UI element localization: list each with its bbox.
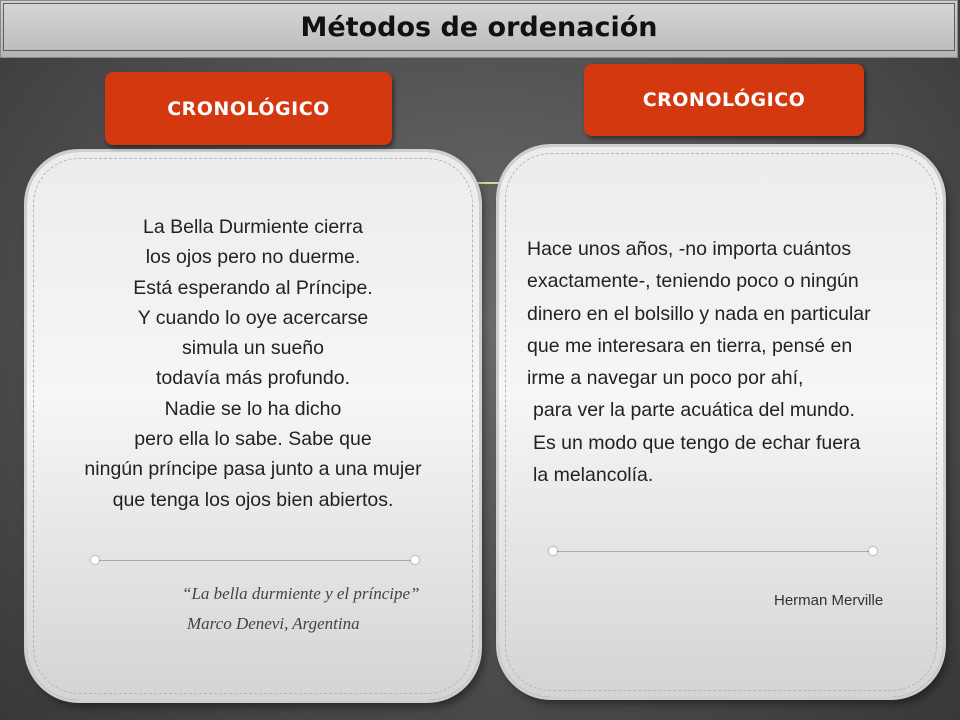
poem-line: que tenga los ojos bien abiertos. [112, 488, 394, 511]
category-badge-left: CRONOLÓGICO [105, 72, 392, 145]
prose-line: irme a navegar un poco por ahí, [527, 367, 804, 390]
category-badge-right: CRONOLÓGICO [584, 64, 864, 136]
poem-line: La Bella Durmiente cierra [142, 216, 363, 238]
poem-line: Está esperando al Príncipe. [133, 276, 373, 299]
title-frame [3, 3, 955, 51]
prose-line: Hace unos años, -no importa cuántos [527, 238, 852, 260]
poem-line: ningún príncipe pasa junto a una mujer [84, 458, 422, 481]
prose-line: dinero en el bolsillo y nada en particular [527, 302, 871, 325]
citation-author: Marco Denevi, Argentina [187, 614, 360, 633]
poem-line: Nadie se lo ha dicho [164, 397, 342, 420]
author-name: Herman Merville [774, 592, 884, 609]
prose-line: exactamente-, teniendo poco o ningún [527, 270, 859, 293]
separator-rule [95, 560, 415, 561]
poem-line: los ojos pero no duerme. [145, 246, 361, 269]
poem-line: pero ella lo sabe. Sabe que [134, 428, 372, 451]
citation-title: “La bella durmiente y el príncipe” [182, 584, 420, 603]
prose-text [527, 233, 871, 491]
prose-card [499, 147, 943, 697]
separator-rule [553, 551, 873, 552]
rule-dot-left [549, 547, 557, 555]
poem-line: simula un sueño [181, 337, 324, 360]
title-bar [0, 0, 958, 58]
rule-dot-right [869, 547, 877, 555]
rule-dot-right [411, 556, 419, 564]
slide-title: Métodos de ordenación [300, 11, 658, 43]
poem-card [27, 152, 479, 700]
prose-line: que me interesara en tierra, pensé en [527, 334, 853, 357]
rule-dot-left [91, 556, 99, 564]
prose-line: la melancolía. [533, 464, 654, 487]
poem-line: todavía más profundo. [155, 367, 351, 390]
prose-line: para ver la parte acuática del mundo. [533, 399, 855, 422]
poem-text [27, 212, 479, 515]
poem-line: Y cuando lo oye acercarse [137, 306, 369, 329]
prose-line: Es un modo que tengo de echar fuera [533, 431, 861, 454]
